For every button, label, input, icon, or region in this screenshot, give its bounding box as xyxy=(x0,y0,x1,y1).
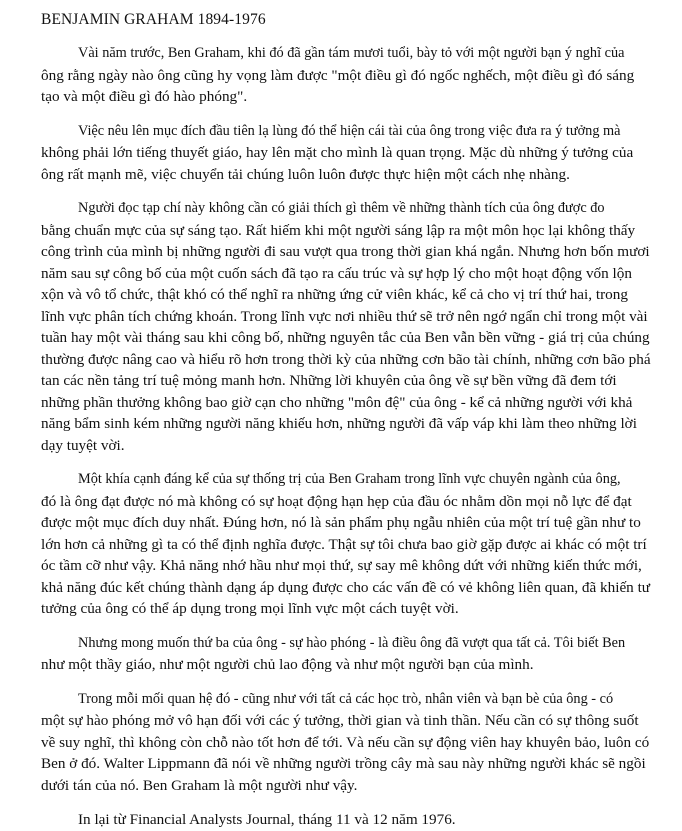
paragraph-line: không phải lớn tiếng thuyết giáo, hay lên mặt cho mình là quan trọng. Mặc dù những ý tưởng của xyxy=(41,144,634,161)
paragraph-line: Ben ở đó. Walter Lippmann đã nói về những người trồng cây mà sau này những người khác sẽ ngồi xyxy=(41,755,646,772)
paragraph xyxy=(41,469,662,620)
paragraph-line: ông rất mạnh mẽ, việc chuyển tải chúng luôn luôn được thực hiện một cách nhẹ nhàng. xyxy=(41,165,570,183)
paragraph-line: Một khía cạnh đáng kể của sự thống trị của Ben Graham trong lĩnh vực chuyên ngành của ông, xyxy=(78,471,621,487)
paragraph-line: Vài năm trước, Ben Graham, khi đó đã gần tám mươi tuổi, bày tỏ với một người bạn ý nghĩ của xyxy=(78,45,625,61)
paragraph-line: về suy nghĩ, thì không còn chỗ nào tốt hơn để tới. Và nếu cần sự động viên hay khuyên bảo, luôn có xyxy=(41,733,650,751)
paragraph-line: được một mục đích duy nhất. Đúng hơn, nó là sản phẩm phụ ngẫu nhiên của một trí tuệ gần như to xyxy=(41,514,641,531)
paragraph-line: lớn hơn cả những gì ta có thể định nghĩa được. Thật sự tôi chưa bao giờ gặp được ai khác có một trí xyxy=(41,535,647,553)
paragraph-line: tạo và một điều gì đó hào phóng". xyxy=(41,88,248,105)
paragraph-line: năng bẩm sinh kém những người năng khiếu hơn, những người đã vấp váp khi làm theo những lời xyxy=(41,415,637,432)
paragraph-line: Nhưng mong muốn thứ ba của ông - sự hào phóng - là điều ông đã vượt qua tất cả. Tôi biết Ben xyxy=(78,634,626,651)
paragraph xyxy=(41,121,662,186)
paragraph-line: xộn và vô tổ chức, thật khó có thể nghĩ ra những ứng cử viên khác, kể cả cho vị trí thứ hai, trong xyxy=(41,286,628,303)
paragraph-line: ông rằng ngày nào ông cũng hy vọng làm được "một điều gì đó ngốc nghếch, một điều gì đó sáng xyxy=(41,66,635,84)
paragraph xyxy=(41,198,662,456)
paragraph-line: khả năng đúc kết chúng thành dạng áp dụng được cho các vấn đề có vẻ không liên quan, đã khiến tư xyxy=(41,578,651,596)
paragraph-line: thường được nâng cao và hiểu rõ hơn trong thời kỳ của những cơn bão tài chính, những cơn bão phá xyxy=(41,350,651,368)
paragraph-line: tưởng của ông có thể áp dụng trong mọi lĩnh vực một cách tuyệt vời. xyxy=(41,600,459,617)
paragraph-line: óc tầm cỡ như vậy. Khả năng nhớ hầu như mọi thứ, sự say mê không dứt với những kiến thức mới, xyxy=(41,557,642,574)
paragraph-line: dạy tuyệt vời. xyxy=(41,436,125,454)
paragraph-line: đó là ông đạt được nó mà không có sự hoạt động hạn hẹp của đầu óc nhằm dồn mọi nỗ lực để đạt xyxy=(41,492,632,510)
paragraph-line: Việc nêu lên mục đích đầu tiên lạ lùng đó thể hiện cái tài của ông trong việc đưa ra ý tưởng mà xyxy=(78,122,621,139)
paragraph-line: dưới tán của nó. Ben Graham là một người như vậy. xyxy=(41,776,358,794)
paragraph-line: như một thầy giáo, như một người chủ lao động và như một người bạn của mình. xyxy=(41,656,534,673)
paragraph-line: công trình của mình bị những người đi sau vượt qua trong thời gian khá ngắn. Nhưng hơn bốn mươi xyxy=(41,243,650,260)
paragraph-line: tuần hay một vài tháng sau khi công bố, những nguyên tắc của Ben vẫn bền vững - giá trị của chúng xyxy=(41,329,650,346)
source-note: In lại từ Financial Analysts Journal, tháng 11 và 12 năm 1976. xyxy=(78,811,456,828)
paragraph-line: bằng chuẩn mực của sự sáng tạo. Rất hiếm khi một người sáng lập ra một môn học lại không thấy xyxy=(41,221,636,239)
paragraph-line: những phần thưởng không bao giờ cạn cho những "môn đệ" của ông - kể cả những người với khả xyxy=(41,393,633,411)
paragraph-line: lĩnh vực phân tích chứng khoán. Trong lĩnh vực nơi nhiều thứ sẽ trở nên ngớ ngẩn chỉ trong một vài xyxy=(41,307,648,325)
paragraph xyxy=(41,689,662,797)
paragraph-line: tan các nền tảng trí tuệ mỏng manh hơn. Những lời khuyên của ông về sự bền vững đã đem tới xyxy=(41,372,617,389)
paragraph xyxy=(41,633,662,676)
document-title: BENJAMIN GRAHAM 1894-1976 xyxy=(41,11,266,28)
paragraph-line: năm sau sự công bố của một cuốn sách đã tạo ra cấu trúc và sự hợp lý cho một hoạt động vốn lộn xyxy=(41,264,632,282)
paragraph-line: một sự hào phóng mở vô hạn đối với các ý tưởng, thời gian và tinh thần. Nếu cần có sự thông suốt xyxy=(41,712,639,729)
paragraph-line: Trong mỗi mối quan hệ đó - cũng như với tất cả các học trò, nhân viên và bạn bè của ông - có xyxy=(78,690,614,707)
paragraph-line: Người đọc tạp chí này không cần có giải thích gì thêm về những thành tích của ông được đo xyxy=(78,200,605,216)
paragraph xyxy=(41,43,662,108)
